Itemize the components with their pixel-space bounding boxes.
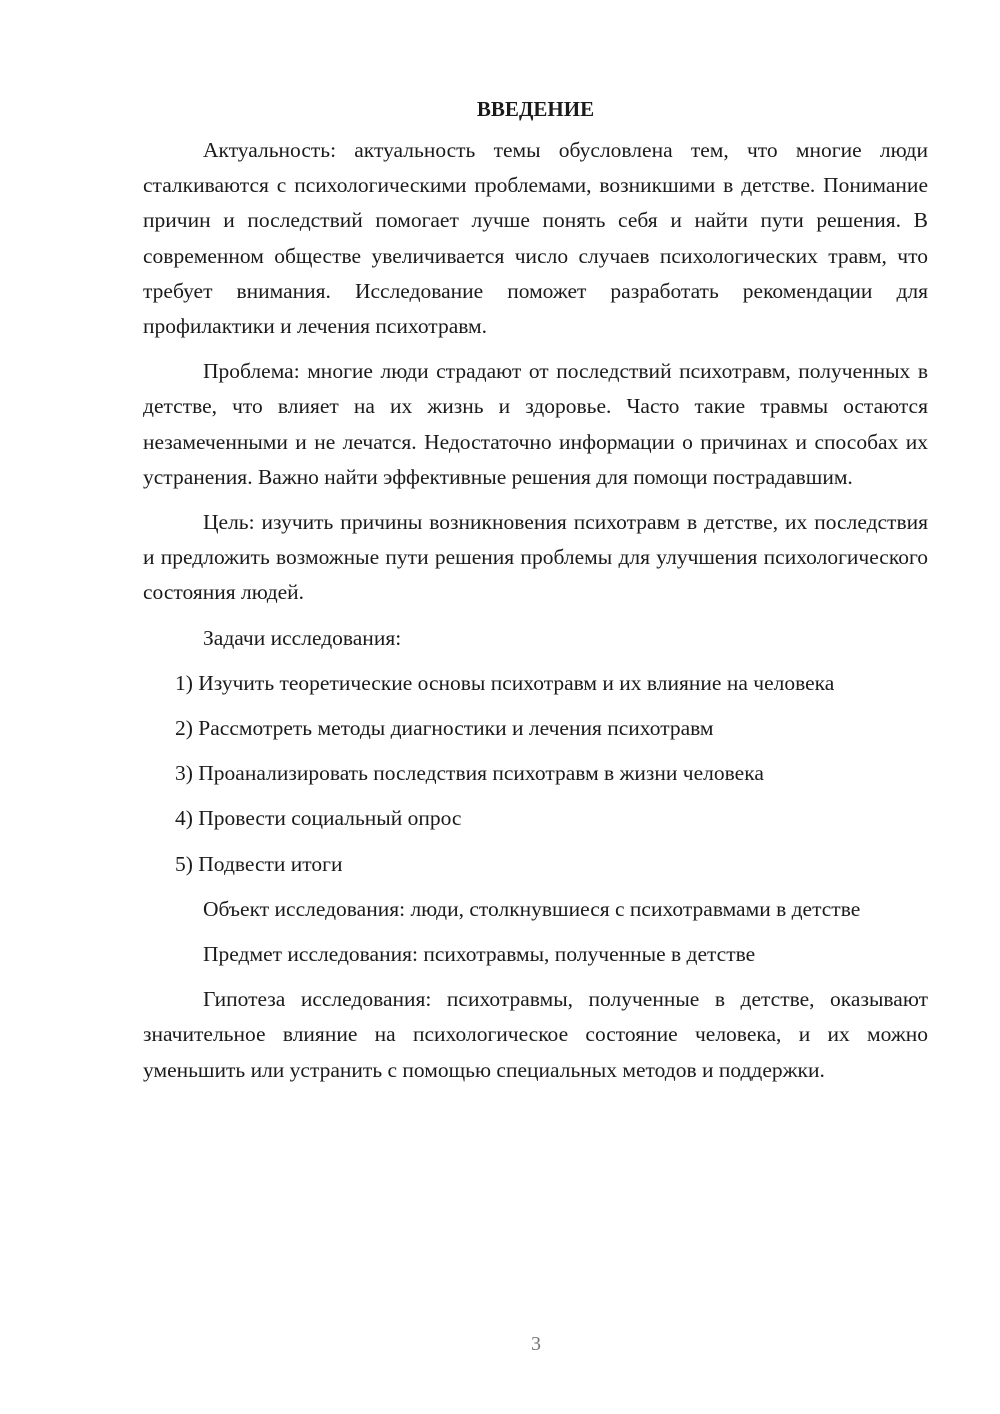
relevance-paragraph: Актуальность: актуальность темы обусловлена тем, что многие люди сталкиваются с психологическими проблемами, возникшими в детстве. Понимание причин и последствий помогает лучше понять себя и найти пути решения. В современном обществе увеличивается число случаев психологических травм, что требует внимания. Исследование поможет разработать рекомендации для профилактики и лечения психотравм.: [143, 138, 928, 339]
task-item: 3) Проанализировать последствия психотравм в жизни человека: [175, 761, 764, 786]
subject-paragraph: Предмет исследования: психотравмы, полученные в детстве: [203, 942, 756, 967]
problem-paragraph: Проблема: многие люди страдают от последствий психотравм, полученных в детстве, что влияет на их жизнь и здоровье. Часто такие травмы остаются незамеченными и не лечатся. Недостаточно информации о причинах и способах их устранения. Важно найти эффективные решения для помощи пострадавшим.: [143, 359, 928, 489]
task-item: 1) Изучить теоретические основы психотравм и их влияние на человека: [175, 670, 835, 695]
task-item: 5) Подвести итоги: [175, 851, 343, 876]
hypothesis-paragraph: Гипотеза исследования: психотравмы, полученные в детстве, оказывают значительное влияние на психологическое состояние человека, и их можно уменьшить или устранить с помощью специальных методов и поддержки.: [143, 987, 928, 1082]
tasks-heading: Задачи исследования:: [203, 625, 402, 650]
page-title: ВВЕДЕНИЕ: [476, 97, 595, 121]
goal-paragraph: Цель: изучить причины возникновения психотравм в детстве, их последствия и предложить возможные пути решения проблемы для улучшения психологического состояния людей.: [143, 510, 928, 605]
page-number: 3: [531, 1333, 541, 1355]
document-page: [143, 92, 928, 1088]
task-item: 4) Провести социальный опрос: [175, 806, 462, 831]
task-item: 2) Рассмотреть методы диагностики и лечения психотравм: [175, 716, 714, 741]
object-paragraph: Объект исследования: люди, столкнувшиеся с психотравмами в детстве: [203, 896, 861, 921]
